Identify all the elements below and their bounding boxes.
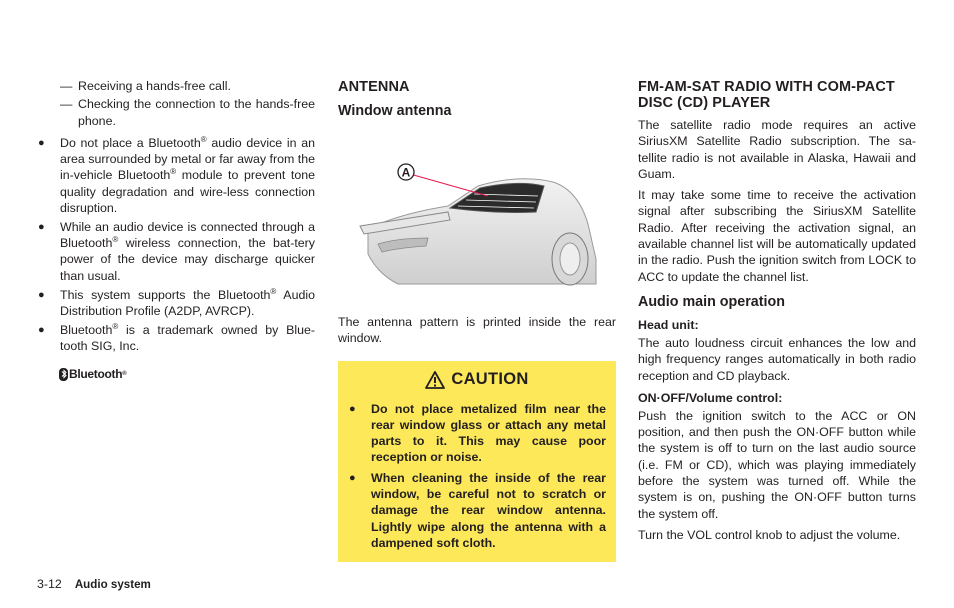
bluetooth-icon [59, 368, 68, 381]
window-antenna-illustration [338, 134, 616, 304]
bullet-glyph: ● [349, 402, 356, 415]
paragraph: Push the ignition switch to the ACC or ON position, and then push the ON·OFF button while the system is off to turn on the last audio source (i.e. FM or CD), which was playing immediately before the system was turned off. While the system is on, pushing the ON·OFF button turns the system off. [638, 408, 916, 521]
right-column [638, 74, 916, 543]
dash-item-text: Receiving a hands-free call. [78, 79, 231, 93]
paragraph: The auto loudness circuit enhances the low and high frequency ranges automatically in both radio reception and CD playback. [638, 335, 916, 383]
bullet-glyph: ● [38, 136, 45, 149]
caution-title: CAUTION [451, 370, 529, 389]
paragraph: Turn the VOL control knob to adjust the volume. [638, 527, 901, 542]
paragraph: It may take some time to receive the activation signal after subscribing the SiriusXM Satellite Radio. After receiving the activation signal, an available channel list will be automatically updated in the radio. Push the ignition switch from LOCK to ACC to update the channel list. [638, 188, 916, 284]
dash-glyph: — [60, 79, 73, 93]
dash-glyph: — [60, 97, 73, 112]
bullet-text: While an audio device is connected through a Bluetooth [60, 219, 315, 251]
bullet-item [37, 287, 315, 320]
middle-column [338, 74, 616, 562]
dash-item [37, 96, 315, 129]
section-name: Audio system [74, 578, 151, 591]
registered-mark: ® [270, 286, 277, 296]
dash-item [37, 78, 315, 94]
page-footer [37, 577, 151, 591]
registered-mark: ® [200, 134, 207, 144]
car-rear-illustration [338, 134, 616, 304]
bullet-text: Audio Distribution Profile (A2DP, AVRCP). [60, 287, 315, 318]
bullet-item [37, 135, 315, 216]
dash-item-text: Checking the connection to the hands-free phone. [78, 97, 315, 128]
bullet-text: Bluetooth [60, 322, 113, 337]
bullet-text: Do not place a Bluetooth [60, 135, 201, 150]
head-unit-label: Head unit: [638, 317, 699, 332]
bullet-text: audio device in an area surrounded by metal or far away from the in-vehicle Bluetooth [60, 135, 315, 183]
warning-triangle-icon [425, 371, 445, 389]
caution-item-text: Do not place metalized film near the rear window glass or attach any metal parts to it. This may cause poor reception or noise. [371, 401, 606, 465]
subheading-audio-main-operation: Audio main operation [638, 293, 785, 310]
onoff-volume-label: ON·OFF/Volume control: [638, 390, 783, 405]
section-heading-radio: FM-AM-SAT RADIO WITH COM-PACT DISC (CD) PLAYER [638, 79, 895, 111]
caution-item [348, 470, 606, 551]
bullet-text: is a trademark owned by Blue-tooth SIG, Inc. [60, 322, 315, 353]
paragraph: The satellite radio mode requires an active SiriusXM Satellite Radio subscription. The sa-tellite radio is not available in Alaska, Hawaii and Guam. [638, 118, 916, 181]
bullet-glyph: ● [38, 288, 45, 301]
bullet-item [37, 322, 315, 355]
bullet-text: This system supports the Bluetooth [60, 287, 271, 302]
subheading-window-antenna: Window antenna [338, 103, 452, 119]
bluetooth-logo: Bluetooth ® [59, 367, 315, 381]
bullet-glyph: ● [349, 471, 356, 484]
registered-mark: ® [112, 321, 119, 331]
bullet-text: wireless connection, the bat-tery power of the device may discharge quicker than usual. [60, 236, 315, 283]
registered-mark: ® [170, 167, 177, 177]
caution-item-text: When cleaning the inside of the rear window, be careful not to scratch or damage the rear window antenna. Lightly wipe along the antenna with a dampened soft cloth. [371, 470, 606, 550]
section-heading-antenna: ANTENNA [338, 79, 410, 95]
figure-label-a: A [401, 165, 411, 180]
left-column [37, 74, 315, 381]
caution-item [348, 401, 606, 466]
bullet-item [37, 219, 315, 284]
antenna-caption: The antenna pattern is printed inside the rear window. [338, 315, 616, 346]
bullet-text: module to prevent tone quality degradation and wire-less connection disruption. [60, 168, 316, 216]
registered-mark: ® [112, 235, 119, 245]
page-number: 3-12 [37, 577, 62, 591]
caution-header [348, 369, 606, 391]
bullet-glyph: ● [38, 323, 45, 336]
bluetooth-logo-text: Bluetooth [69, 367, 123, 382]
caution-box [338, 361, 616, 563]
bullet-glyph: ● [38, 220, 45, 233]
